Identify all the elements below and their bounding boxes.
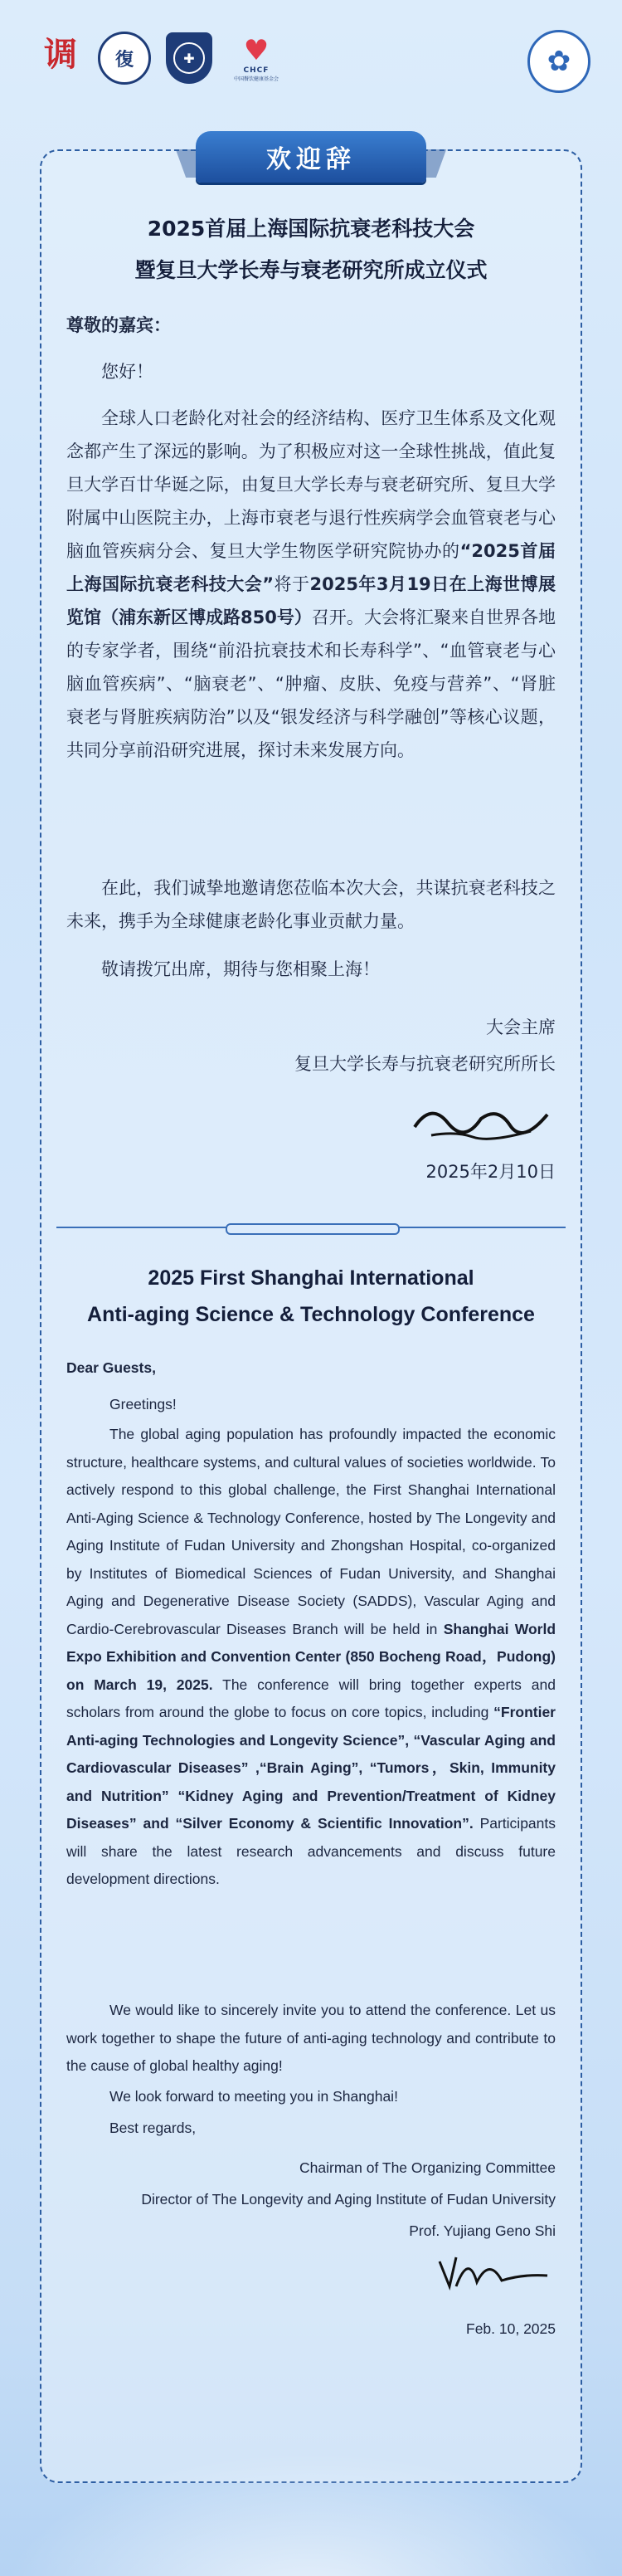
fudan-university-logo: 復	[98, 32, 151, 85]
cn-paragraph-2: 在此，我们诚挚地邀请您莅临本次大会，共谋抗衰老科技之未来，携手为全球健康老龄化事业贡献力量。	[66, 878, 556, 931]
section-divider-ornament	[226, 1223, 400, 1235]
header-logos	[35, 32, 285, 85]
english-signature	[431, 2249, 556, 2299]
en-paragraph-3: We look forward to meeting you in Shanghai!	[109, 2088, 398, 2105]
cn-paragraph-1: 全球人口老龄化对社会的经济结构、医疗卫生体系及文化观念都产生了深远的影响。为了积极应对这一全球性挑战，值此复旦大学百廿华诞之际，由复旦大学长寿与衰老研究所、复旦大学附属中山医院主办，上海市衰老与退行性疾病学会血管衰老与心脑血管疾病分会、复旦大学生物医学研究院协办的“2025首届上海国际抗衰老科技大会”将于2025年3月19日在上海世博展览馆（浦东新区博成路850号）召开。大会将汇聚来自世界各地的专家学者，围绕“前沿抗衰技术和长寿科学”、“血管衰老与心脑血管疾病”、“脑衰老”、“肿瘤、皮肤、免疫与营养”、“肾脏衰老与肾脏疾病防治”以及“银发经济与科学融创”等核心议题，共同分享前沿研究进展，探讨未来发展方向。	[66, 408, 556, 760]
cn-greeting: 您好！	[101, 362, 153, 382]
cn-host: 大会主席	[486, 1017, 556, 1037]
en-title-line1: 2025 First Shanghai International	[148, 1266, 474, 1290]
cn-host-title: 复旦大学长寿与抗衰老研究所所长	[294, 1054, 556, 1074]
en-paragraph-1: The global aging population has profoundly impacted the economic structure, healthcare systems, and cultural values of societies worldwide. To actively respond to this global challenge, the First Shanghai International Anti-Aging Science & Technology Conference, hosted by The Longevity and Aging Institute of Fudan University and Zhongshan Hospital, co-organized by Institutes of Biomedical Sciences of Fudan University, and Shanghai Aging and Degenerative Disease Society (SADDS), Vascular Aging and Cardio-Cerebrovascular Diseases Branch will be held in Shanghai World Expo Exhibition and Convention Center (850 Bocheng Road，Pudong) on March 19, 2025. The conference will bring together experts and scholars from around the globe to focus on core topics, including “Frontier Anti-aging Technologies and Longevity Science”, “Vascular Aging and Cardiovascular Diseases” ,“Brain Aging”, “Tumors，Skin, Immunity and Nutrition” “Kidney Aging and Prevention/Treatment of Kidney Diseases” and “Silver Economy & Scientific Innovation”. Participants will share the latest research advancements and discuss future development directions.	[66, 1426, 556, 1887]
hospital-shield-logo: ✚	[163, 32, 216, 85]
cn-paragraph-3: 敬请拨冗出席，期待与您相聚上海！	[101, 959, 380, 979]
en-sign-name: Prof. Yujiang Geno Shi	[409, 2222, 556, 2239]
tiao-logo: 调	[44, 35, 77, 74]
en-sign-chairman: Chairman of The Organizing Committee	[299, 2159, 556, 2176]
chinese-signature	[406, 1094, 556, 1144]
cn-title-line1: 2025首届上海国际抗衰老科技大会	[147, 217, 475, 241]
en-title-line2: Anti-aging Science & Technology Conference	[87, 1303, 535, 1326]
en-salutation: Dear Guests,	[66, 1359, 156, 1376]
en-paragraph-2: We would like to sincerely invite you to attend the conference. Let us work together to shape the future of anti-aging technology and contribute to the cause of global healthy aging!	[66, 2002, 556, 2074]
en-sign-director: Director of The Longevity and Aging Institute of Fudan University	[141, 2191, 556, 2208]
en-greeting: Greetings!	[109, 1396, 177, 1412]
en-date: Feb. 10, 2025	[466, 2320, 556, 2337]
bottom-decoration	[0, 2452, 622, 2576]
en-regards: Best regards,	[109, 2120, 197, 2136]
society-logo: ✿	[527, 30, 590, 93]
welcome-banner: 欢迎辞	[196, 131, 426, 183]
chcf-logo: ♥ CHCF 中国餐饮健康基金会	[233, 33, 279, 82]
cn-date: 2025年2月10日	[425, 1162, 556, 1182]
cn-title-line2: 暨复旦大学长寿与衰老研究所成立仪式	[134, 258, 488, 282]
cn-salutation: 尊敬的嘉宾：	[66, 315, 171, 335]
